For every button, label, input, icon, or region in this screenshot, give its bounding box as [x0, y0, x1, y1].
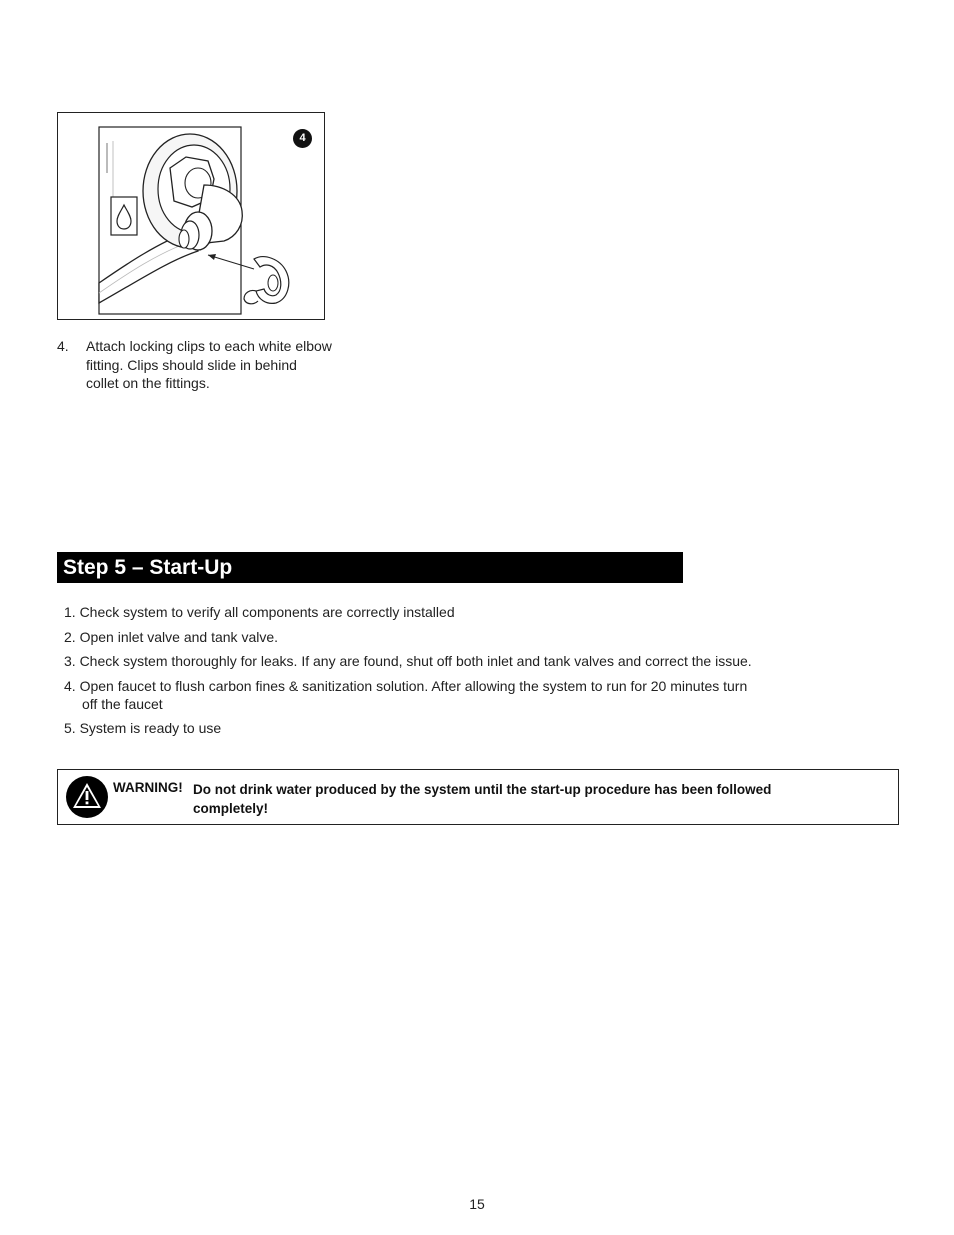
list-item: 3. Check system thoroughly for leaks. If any are found, shut off both inlet and tank valves and correct the issue. [64, 653, 752, 669]
locking-clip-icon [244, 257, 289, 304]
step-number-badge: 4 [293, 129, 312, 148]
list-item: 1. Check system to verify all components are correctly installed [64, 604, 455, 620]
figure-caption [57, 337, 332, 393]
section-heading: Step 5 – Start-Up [57, 552, 683, 583]
startup-steps-list [64, 603, 854, 744]
warning-callout [57, 769, 899, 825]
list-item-continuation: off the faucet [82, 695, 163, 712]
water-drop-icon [111, 197, 137, 235]
caption-number: 4. [57, 338, 69, 354]
installation-figure [57, 112, 325, 320]
list-item: 5. System is ready to use [64, 720, 222, 736]
caption-text: Attach locking clips to each white elbow fitting. Clips should slide in behind collet on the fittings. [86, 338, 332, 391]
warning-label: WARNING! [113, 780, 183, 795]
list-item [64, 677, 854, 713]
warning-text: Do not drink water produced by the system until the start-up procedure has been followed completely! [193, 782, 772, 816]
elbow-fitting-illustration [58, 113, 326, 321]
list-item: 2. Open inlet valve and tank valve. [64, 628, 279, 645]
list-item-text: 4. Open faucet to flush carbon fines & sanitization solution. After allowing the system to run for 20 minutes turn [64, 677, 748, 694]
page-number: 15 [469, 1196, 485, 1212]
warning-triangle-icon [65, 775, 109, 819]
